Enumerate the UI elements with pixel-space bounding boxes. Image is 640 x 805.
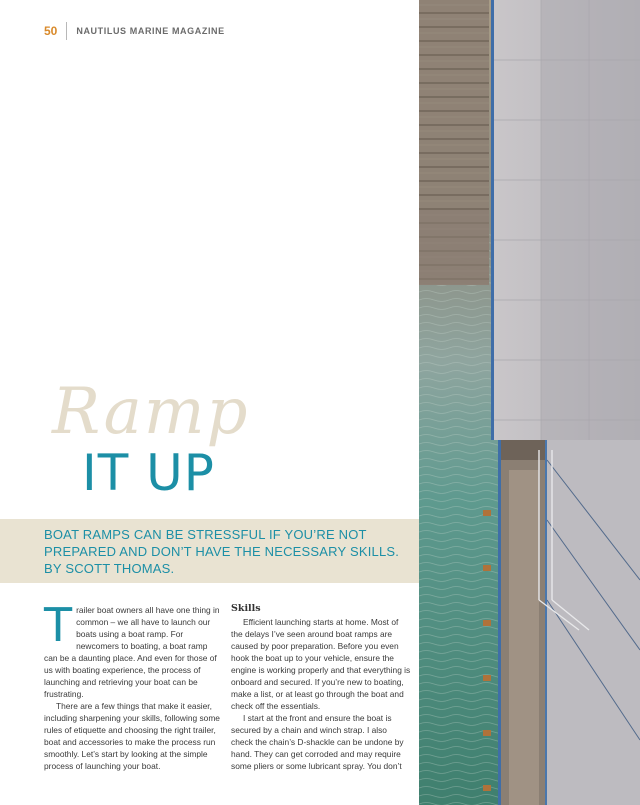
standfirst-line: BOAT RAMPS CAN BE STRESSFUL IF YOU’RE NOT [44, 527, 367, 542]
body-paragraph: Efficient launching starts at home. Most of the delays I’ve seen around boat ramps are caused by poor preparation. Before you even hook the boat up to your vehicle, ensure the engine is working properly and that everything is onboard and secured. If you’re new to boating, make a list, or at least go through the boat and check off the essentials. [231, 617, 411, 711]
body-paragraph: I start at the front and ensure the boat is secured by a chain and winch strap. I also check the chain’s D-shackle can be undone by hand. They can get corroded and may require some pliers or some lubricant spray. You don’t [231, 713, 404, 771]
lead-text: railer boat owners all have one thing in common – we all have to launch our boats using a boat ramp. For newcomers to boating, a boat ramp can be a daunting place. And even for those of us with boating experience, the process of launching and retrieving your boat can be frustrating. [44, 605, 220, 699]
standfirst-byline: BY SCOTT THOMAS. [44, 561, 175, 576]
page-number: 50 [44, 24, 58, 38]
drop-cap: T [44, 598, 73, 652]
page-title: IT UP [82, 444, 215, 502]
boat-ramp-aerial-photo [419, 0, 640, 805]
body-column-right [231, 603, 411, 772]
body-paragraph: There are a few things that make it easier, including sharpening your skills, following some rules of etiquette and choosing the right trailer, boat and accessories to make the process run smoothly. Let’s start by looking at the simple process of launching your boat. [44, 701, 220, 771]
magazine-title: NAUTILUS MARINE MAGAZINE [76, 26, 225, 36]
standfirst [44, 526, 484, 577]
header-divider [66, 22, 67, 40]
page-header [44, 22, 225, 40]
lead-paragraph [44, 598, 222, 700]
headline-script-word: Ramp [52, 375, 250, 449]
standfirst-line: PREPARED AND DON’T HAVE THE NECESSARY SKILLS. [44, 544, 400, 559]
section-heading: Skills [231, 603, 261, 614]
body-column-left [44, 598, 222, 772]
